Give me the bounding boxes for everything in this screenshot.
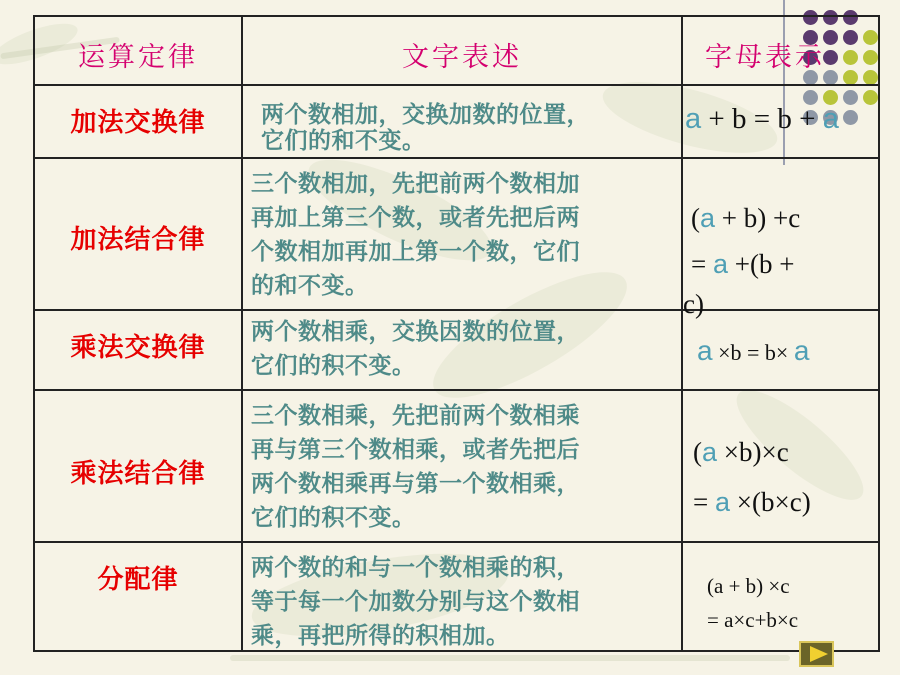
laws-table	[33, 15, 880, 652]
description-line: 两个数相加，交换加数的位置，	[261, 101, 590, 128]
formula-line: (a + b) +c	[691, 203, 801, 233]
formula-cell	[683, 311, 878, 389]
description-line: 两个数相乘，交换因数的位置，	[251, 318, 580, 345]
letter-a: a	[822, 103, 839, 135]
formula	[693, 427, 878, 527]
description-line: 两个数的和与一个数相乘的积，	[251, 554, 580, 581]
header-cell-formula	[683, 17, 878, 84]
letter-a: a	[702, 437, 718, 467]
description-line: 再加上第三个数，或者先把后两	[251, 204, 580, 231]
table-row	[35, 543, 878, 650]
formula-line: (a + b) ×c	[707, 574, 790, 598]
description-line: 乘，再把所得的积相加。	[251, 622, 510, 649]
description-cell	[243, 311, 683, 389]
letter-a: a	[700, 203, 716, 233]
law-cell	[35, 86, 243, 157]
formula-line: = a×c+b×c	[707, 608, 799, 632]
description-line: 三个数相乘，先把前两个数相乘	[251, 402, 580, 429]
law-cell	[35, 543, 243, 650]
description-line: 再与第三个数相乘，或者先把后	[251, 436, 580, 463]
formula-middle: ×b = b×	[712, 340, 794, 365]
header-cell-law	[35, 17, 243, 84]
law-cell	[35, 391, 243, 541]
header-cell-description	[243, 17, 683, 84]
table-row	[35, 391, 878, 543]
letter-a: a	[697, 335, 713, 366]
table-row	[35, 159, 878, 319]
law-cell	[35, 159, 243, 309]
description-line: 三个数相加，先把前两个数相加	[251, 170, 580, 197]
formula	[683, 195, 878, 321]
description-line: 它们的和不变。	[261, 127, 426, 154]
header-formula: 字母表示	[705, 42, 825, 73]
description-line: 的和不变。	[251, 272, 369, 299]
description-line: 它们的积不变。	[251, 352, 416, 379]
law-name: 乘法结合律	[70, 459, 206, 489]
description-cell	[243, 391, 683, 541]
formula-cell	[683, 543, 878, 650]
formula-cell	[683, 391, 878, 541]
formula-cell	[683, 86, 878, 157]
description-line: 个数相加再加上第一个数，它们	[251, 238, 580, 265]
letter-a: a	[714, 487, 731, 517]
law-cell	[35, 311, 243, 389]
formula	[697, 335, 878, 367]
description-line: 它们的积不变。	[251, 504, 416, 531]
next-slide-button[interactable]	[799, 641, 834, 667]
header-description: 文字表述	[402, 42, 522, 73]
description-cell	[243, 86, 683, 157]
letter-a: a	[793, 335, 810, 366]
law-name: 分配律	[97, 565, 179, 595]
formula-line: = a ×(b×c)	[693, 487, 811, 517]
formula-line: (a ×b)×c	[693, 437, 789, 467]
formula-middle: + b = b +	[701, 103, 823, 135]
description-cell	[243, 543, 683, 650]
formula-line: = a +(b +	[691, 249, 795, 279]
description-cell	[243, 159, 683, 309]
letter-a: a	[685, 103, 702, 135]
law-name: 加法交换律	[70, 108, 206, 138]
formula-cell	[683, 159, 878, 319]
table-row	[35, 311, 878, 391]
description-line: 两个数相乘再与第一个数相乘，	[251, 470, 580, 497]
law-name: 乘法交换律	[70, 333, 206, 363]
formula-line: c)	[683, 289, 704, 319]
law-name: 加法结合律	[70, 225, 206, 255]
letter-a: a	[712, 249, 729, 279]
table-header-row	[35, 17, 878, 86]
description-line: 等于每一个加数分别与这个数相	[251, 588, 580, 615]
formula	[685, 103, 878, 136]
header-law: 运算定律	[78, 42, 198, 73]
table-row	[35, 86, 878, 159]
formula	[707, 569, 878, 637]
